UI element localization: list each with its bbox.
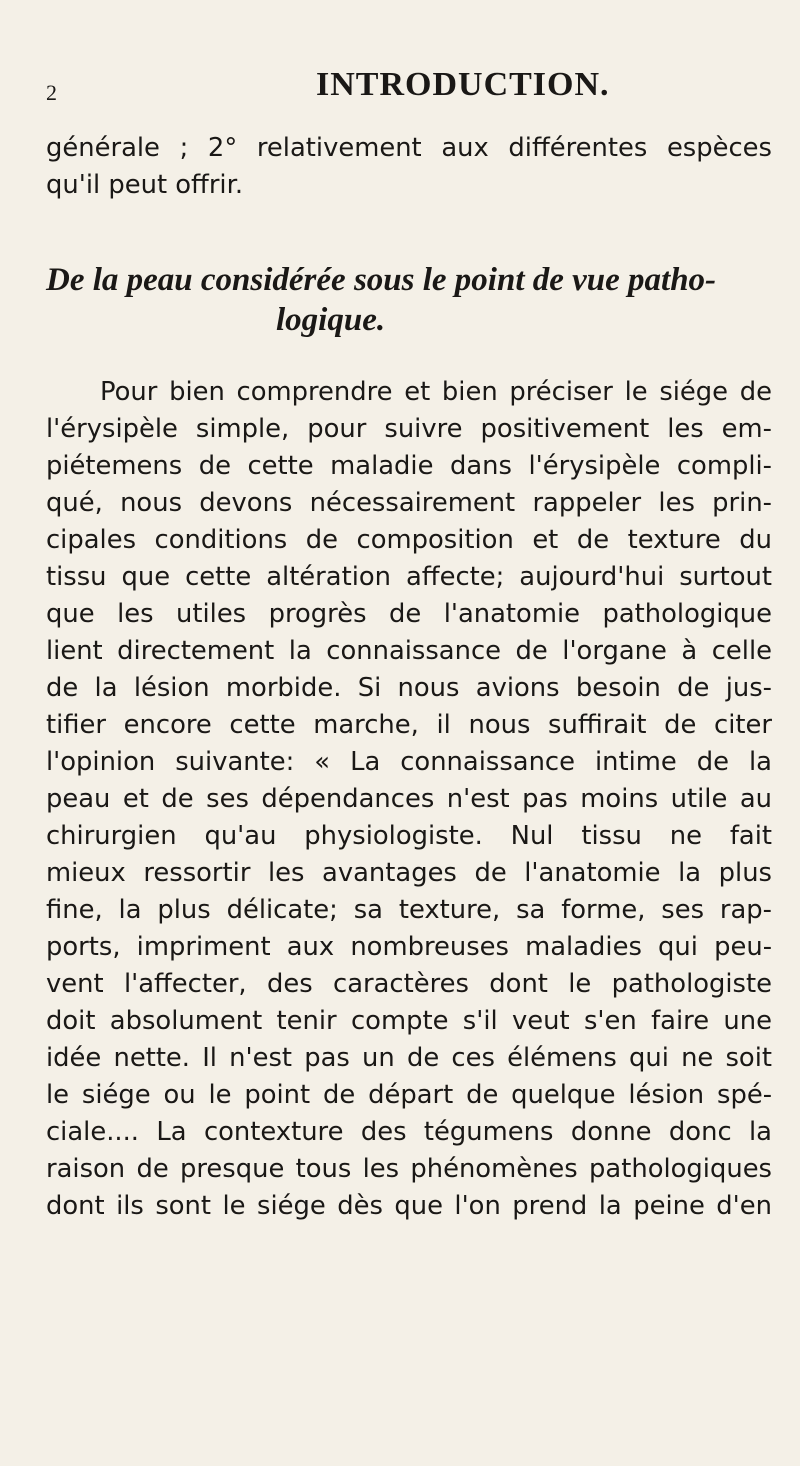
text-line: cipales conditions de composition et de texture du <box>46 525 772 555</box>
text-line: vent l'affecter, des caractères dont le pathologiste <box>46 969 772 999</box>
text-line: dont ils sont le siége dès que l'on prend la peine d'en <box>46 1191 772 1221</box>
text-line: le siége ou le point de départ de quelque lésion spé- <box>46 1080 772 1110</box>
text-line: raison de presque tous les phénomènes pathologiques <box>46 1154 772 1184</box>
text-line: chirurgien qu'au physiologiste. Nul tissu ne fait <box>46 821 772 851</box>
heading-line: logique. <box>276 302 386 338</box>
text-line: qué, nous devons nécessairement rappeler les prin- <box>46 488 772 518</box>
text-line: de la lésion morbide. Si nous avions besoin de jus- <box>46 673 772 703</box>
text-line: lient directement la connaissance de l'organe à celle <box>46 636 772 666</box>
text-line: piétemens de cette maladie dans l'érysipèle compli- <box>46 451 772 481</box>
heading-line: De la peau considérée sous le point de vue patho- <box>46 262 717 298</box>
text-line: peau et de ses dépendances n'est pas moins utile au <box>46 784 772 814</box>
text-line: doit absolument tenir compte s'il veut s'en faire une <box>46 1006 772 1036</box>
text-line: que les utiles progrès de l'anatomie pathologique <box>46 599 772 629</box>
text-line: générale ; 2° relativement aux différentes espèces <box>46 133 772 163</box>
text-line: tissu que cette altération affecte; aujourd'hui surtout <box>46 562 772 592</box>
page-number: 2 <box>46 80 57 105</box>
text-line: qu'il peut offrir. <box>46 170 244 200</box>
text-line: Pour bien comprendre et bien préciser le siége de <box>100 377 772 407</box>
text-line: tifier encore cette marche, il nous suffirait de citer <box>46 710 772 740</box>
continuation-text <box>46 130 772 204</box>
text-line: l'érysipèle simple, pour suivre positivement les em- <box>46 414 772 444</box>
running-head: INTRODUCTION. <box>316 66 610 103</box>
text-line: ciale.... La contexture des tégumens donne donc la <box>46 1117 772 1147</box>
page-body <box>46 130 772 1225</box>
text-line: ports, impriment aux nombreuses maladies qui peu- <box>46 932 772 962</box>
text-line: mieux ressortir les avantages de l'anatomie la plus <box>46 858 772 888</box>
text-line: fine, la plus délicate; sa texture, sa forme, ses rap- <box>46 895 772 925</box>
section-heading <box>46 260 772 340</box>
text-line: l'opinion suivante: « La connaissance intime de la <box>46 747 772 777</box>
page-header <box>46 66 766 106</box>
text-line: idée nette. Il n'est pas un de ces élémens qui ne soit <box>46 1043 772 1073</box>
paragraph <box>46 374 772 1225</box>
